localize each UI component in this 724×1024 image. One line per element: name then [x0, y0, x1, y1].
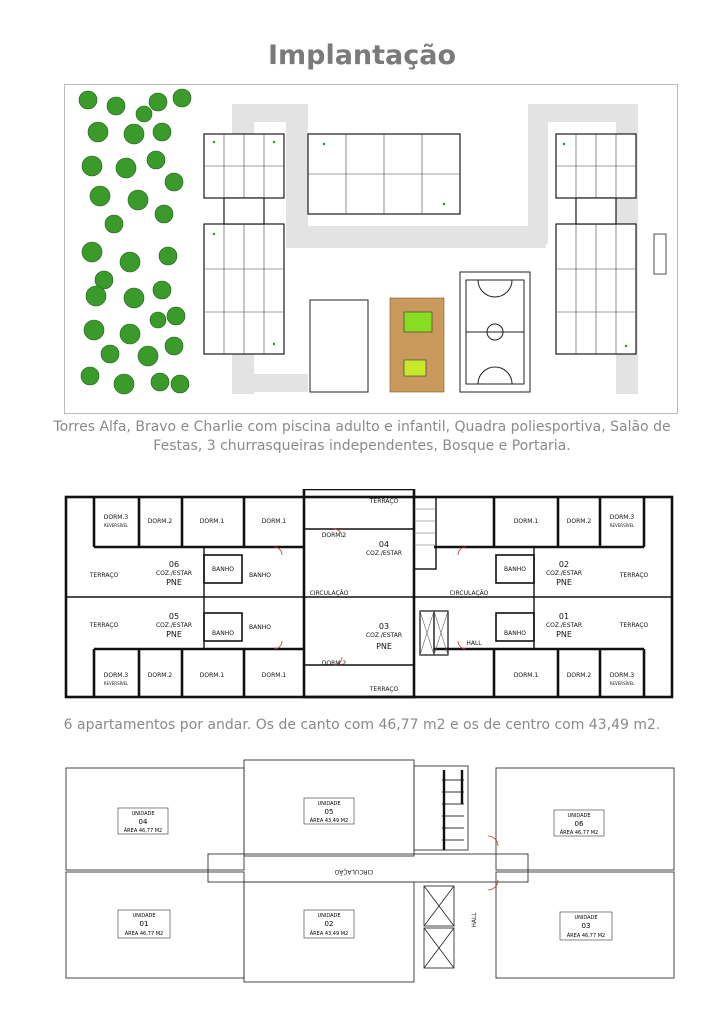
terraco-unit03: TERRAÇO: [369, 686, 399, 693]
floor-plan: [64, 489, 676, 705]
unit06-number: 06: [168, 560, 180, 569]
pne-unit01: PNE: [556, 630, 572, 639]
dorm1-lower-right: DORM.1: [513, 672, 539, 679]
unit-card-04: [118, 808, 168, 834]
unit01-number: 01: [558, 612, 570, 621]
pne-unit06: PNE: [166, 578, 182, 587]
unidade-label: UNIDADE: [574, 915, 598, 921]
floor-plan-caption: 6 apartamentos por andar. Os de canto com 46,77 m2 e os de centro com 43,49 m2.: [63, 717, 661, 733]
hall-label: HALL: [466, 640, 482, 647]
banho-unit02: BANHO: [504, 566, 526, 573]
unit-card-05: [304, 798, 354, 824]
pne-unit03: PNE: [376, 642, 392, 651]
terraco-unit04: TERRAÇO: [369, 498, 399, 505]
sports-court: [460, 272, 530, 392]
unit-number: 06: [574, 820, 584, 828]
gatehouse: [654, 234, 666, 274]
banho-unit03: BANHO: [249, 624, 271, 631]
terraco-unit02: TERRAÇO: [619, 572, 649, 579]
unidade-label: UNIDADE: [317, 801, 341, 807]
site-plan: [64, 84, 678, 414]
unit-number: 03: [581, 922, 591, 930]
unit03-number: 03: [378, 622, 390, 631]
circulacao-label: CIRCULAÇÃO: [334, 868, 374, 875]
dorm3-lower-right: DORM.3: [609, 672, 635, 679]
unit-number: 04: [138, 818, 148, 826]
banho-unit05-upper: BANHO: [249, 572, 271, 579]
pne-unit05: PNE: [166, 630, 182, 639]
unit-number: 02: [324, 920, 334, 928]
circulacao-left: CIRCULAÇÃO: [309, 590, 349, 597]
reversivel-lower-left: REVERSÍVEL: [103, 681, 129, 686]
dorm1-upper-center-left: DORM.1: [261, 518, 287, 525]
unidade-label: UNIDADE: [131, 811, 155, 817]
coz-unit03: COZ./ESTAR: [365, 632, 403, 639]
unit-card-06: [554, 810, 604, 836]
circulacao-right: CIRCULAÇÃO: [449, 590, 489, 597]
unit-card-02: [304, 910, 354, 938]
unit-number: 05: [324, 808, 334, 816]
coz-unit04: COZ./ESTAR: [365, 550, 403, 557]
dorm2-lower-left: DORM.2: [147, 672, 173, 679]
dorm2-lower-right: DORM.2: [566, 672, 592, 679]
dorm1-upper-right: DORM.1: [513, 518, 539, 525]
unit-area: ÁREA 46,77 M2: [559, 830, 599, 836]
page-title: Implantação: [267, 40, 457, 71]
reversivel-upper-right: REVERSÍVEL: [609, 523, 635, 528]
banho-unit05: BANHO: [212, 630, 234, 637]
dorm3-lower-left: DORM.3: [103, 672, 129, 679]
coz-unit06: COZ./ESTAR: [155, 570, 193, 577]
reversivel-lower-right: REVERSÍVEL: [609, 681, 635, 686]
banho-unit06: BANHO: [212, 566, 234, 573]
dorm2-unit03: DORM.2: [321, 660, 347, 667]
banho-unit01: BANHO: [504, 630, 526, 637]
unidade-label: UNIDADE: [317, 913, 341, 919]
unit05-number: 05: [168, 612, 180, 621]
dorm3-upper-left: DORM.3: [103, 514, 129, 521]
dorm2-unit04: DORM.2: [321, 532, 347, 539]
reversivel-upper-left: REVERSÍVEL: [103, 523, 129, 528]
units-plan: [64, 758, 676, 984]
unit-area: ÁREA 46,77 M2: [124, 931, 164, 937]
coz-unit05: COZ./ESTAR: [155, 622, 193, 629]
dorm2-upper-right: DORM.2: [566, 518, 592, 525]
unit-area: ÁREA 43,49 M2: [309, 931, 349, 937]
dorm1-upper-left: DORM.1: [199, 518, 225, 525]
dorm1-lower-left: DORM.1: [199, 672, 225, 679]
terraco-unit01: TERRAÇO: [619, 622, 649, 629]
unidade-label: UNIDADE: [132, 913, 156, 919]
terraco-unit05: TERRAÇO: [89, 622, 119, 629]
unit-area: ÁREA 46,77 M2: [123, 828, 163, 834]
unit-number: 01: [139, 920, 149, 928]
unit-area: ÁREA 46,77 M2: [566, 933, 606, 939]
dorm1-lower-center-left: DORM.1: [261, 672, 287, 679]
pne-unit02: PNE: [556, 578, 572, 587]
terraco-unit06: TERRAÇO: [89, 572, 119, 579]
unit-area: ÁREA 43,49 M2: [309, 818, 349, 824]
hall-label: HALL: [471, 912, 478, 928]
coz-unit02: COZ./ESTAR: [545, 570, 583, 577]
dorm2-upper-left: DORM.2: [147, 518, 173, 525]
site-plan-drawing: [64, 84, 678, 414]
pool-area: [390, 298, 444, 392]
unit04-number: 04: [378, 540, 390, 549]
unit-card-03: [560, 912, 612, 940]
dorm3-upper-right: DORM.3: [609, 514, 635, 521]
party-hall: [310, 300, 368, 392]
floor-plan-drawing: [64, 489, 676, 705]
unit02-number: 02: [558, 560, 570, 569]
coz-unit01: COZ./ESTAR: [545, 622, 583, 629]
site-plan-caption: Torres Alfa, Bravo e Charlie com piscina adulto e infantil, Quadra poliesportiva, Salão de Festas, 3 churrasqueiras independentes, Bosque e Portaria.: [53, 419, 671, 454]
unit-card-01: [118, 910, 170, 938]
unidade-label: UNIDADE: [567, 813, 591, 819]
units-plan-drawing: [64, 758, 676, 984]
